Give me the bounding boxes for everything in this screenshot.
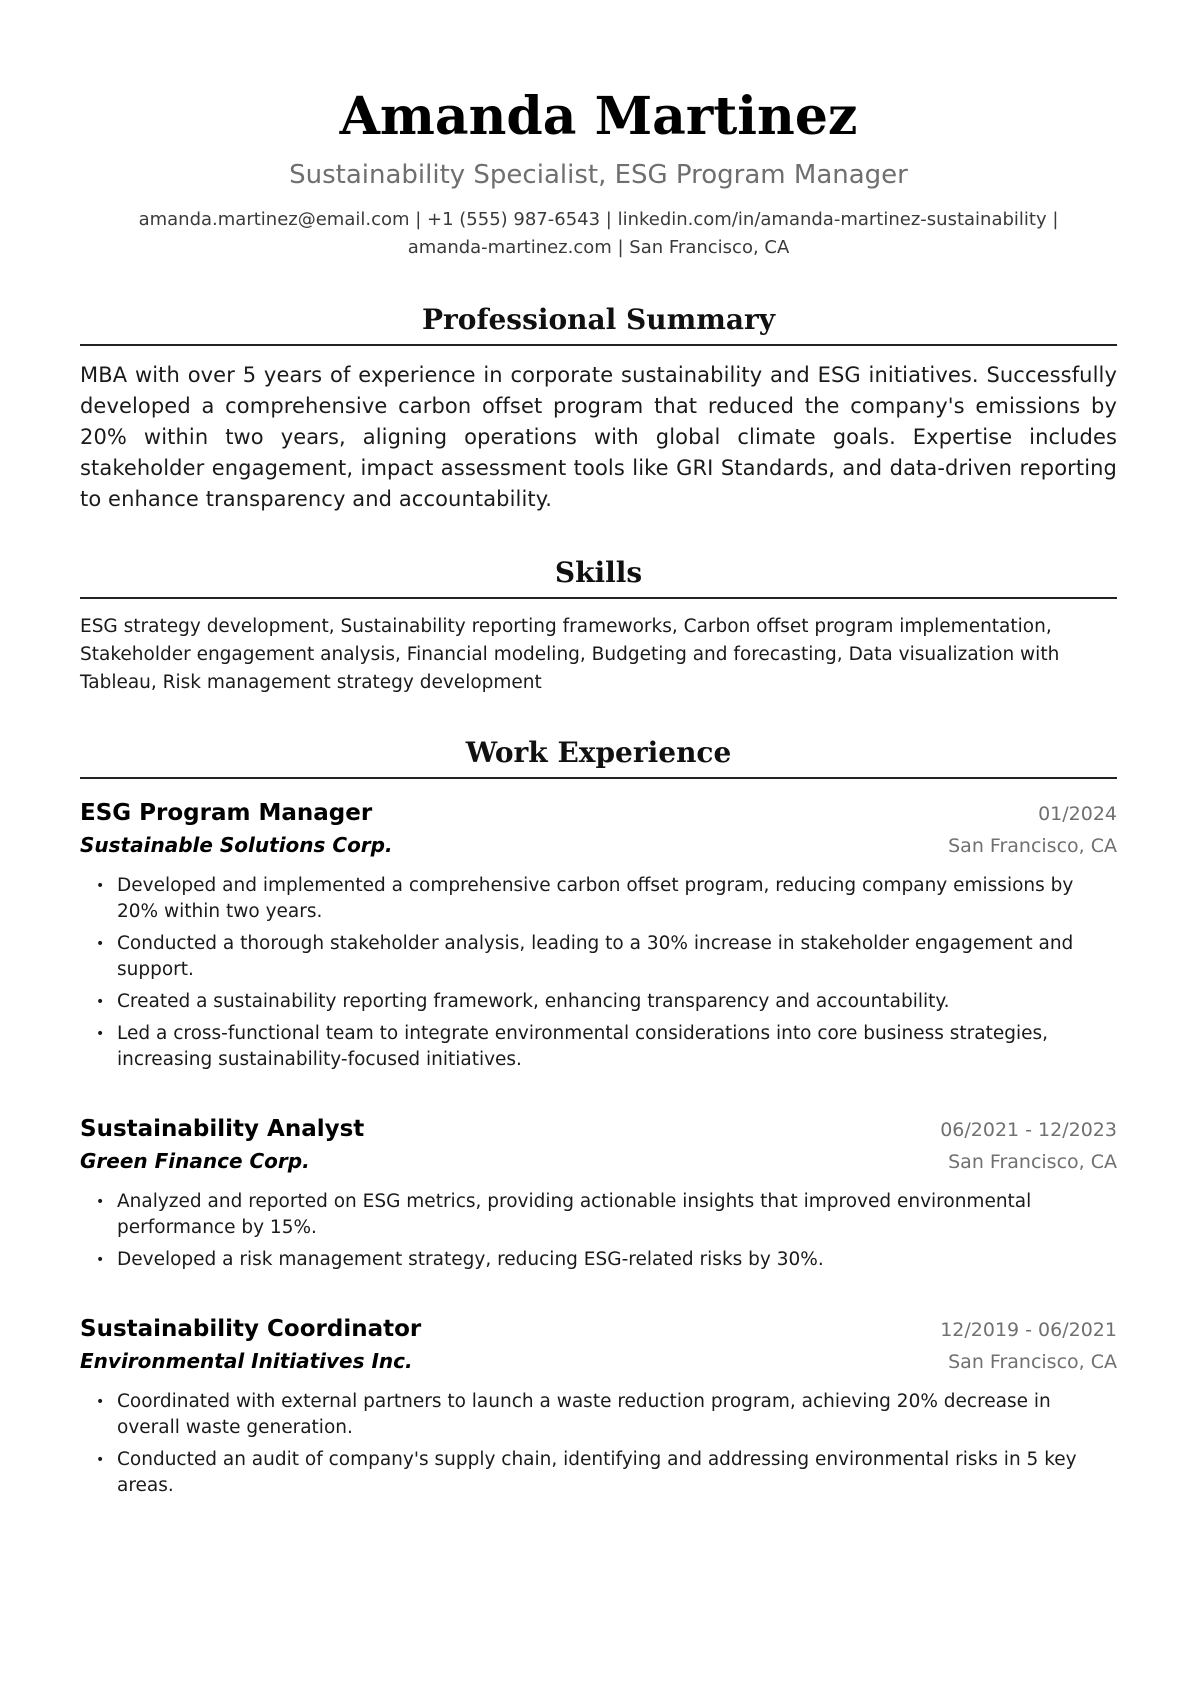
job-company-row — [80, 1345, 1117, 1377]
skills-section — [80, 555, 1117, 697]
job-location: San Francisco, CA — [948, 835, 1117, 857]
bullet-icon: • — [96, 1394, 105, 1410]
job-header-row — [80, 1113, 1117, 1145]
job-bullet — [80, 989, 1117, 1015]
job-date: 06/2021 - 12/2023 — [940, 1119, 1117, 1141]
job-company: Environmental Initiatives Inc. — [80, 1349, 413, 1373]
candidate-name: Amanda Martinez — [339, 86, 858, 147]
job-bullet-text: Led a cross-functional team to integrate environmental considerations into core business strategies, increasing sustainability-focused initiatives. — [117, 1023, 1049, 1070]
job-date: 01/2024 — [1038, 803, 1117, 825]
resume-page — [80, 0, 1117, 1505]
skills-heading: Skills — [80, 555, 1117, 599]
summary-text: MBA with over 5 years of experience in corporate sustainability and ESG initiatives. Successfully developed a comprehensive carbon offset program that reduced the company's emissions by 20% within two years, aligning operations with global climate goals. Expertise includes stakeholder engagement, impact assessment tools like GRI Standards, and data-driven reporting to enhance transparency and accountability. — [80, 363, 1117, 511]
job-bullets — [80, 873, 1117, 1073]
job-title: Sustainability Coordinator — [80, 1316, 422, 1342]
job-bullets — [80, 1189, 1117, 1273]
work-experience-section — [80, 735, 1117, 1499]
job-bullet-text: Coordinated with external partners to launch a waste reduction program, achieving 20% decrease in overall waste generation. — [117, 1391, 1051, 1438]
contact-line-2: amanda-martinez.com | San Francisco, CA — [407, 237, 790, 258]
bullet-icon: • — [96, 1026, 105, 1042]
job-bullet — [80, 1247, 1117, 1273]
job-header-row — [80, 797, 1117, 829]
bullet-icon: • — [96, 878, 105, 894]
job-title: Sustainability Analyst — [80, 1116, 365, 1142]
job-entry — [80, 1113, 1117, 1273]
bullet-icon: • — [96, 936, 105, 952]
contact-line-1: amanda.martinez@email.com | +1 (555) 987-6543 | linkedin.com/in/amanda-martinez-sustainability | — [138, 209, 1059, 230]
job-bullet — [80, 873, 1117, 925]
skills-text: ESG strategy development, Sustainability reporting frameworks, Carbon offset program implementation, Stakeholder engagement analysis, Financial modeling, Budgeting and forecasting, Data visualization with Tableau, Risk management strategy development — [80, 616, 1060, 693]
work-experience-heading: Work Experience — [80, 735, 1117, 779]
job-entry — [80, 797, 1117, 1073]
job-title: ESG Program Manager — [80, 800, 373, 826]
job-company-row — [80, 1145, 1117, 1177]
contact-info — [80, 206, 1117, 262]
job-bullet-text: Conducted a thorough stakeholder analysis, leading to a 30% increase in stakeholder engagement and support. — [117, 933, 1074, 980]
job-company-row — [80, 829, 1117, 861]
bullet-icon: • — [96, 1452, 105, 1468]
summary-heading: Professional Summary — [80, 302, 1117, 346]
job-bullet — [80, 1389, 1117, 1441]
job-date: 12/2019 - 06/2021 — [940, 1319, 1117, 1341]
job-bullet — [80, 931, 1117, 983]
job-bullet-text: Analyzed and reported on ESG metrics, providing actionable insights that improved environmental performance by 15%. — [117, 1191, 1032, 1238]
job-location: San Francisco, CA — [948, 1351, 1117, 1373]
candidate-headline: Sustainability Specialist, ESG Program Manager — [289, 160, 908, 190]
job-bullet-text: Created a sustainability reporting framework, enhancing transparency and accountability. — [117, 991, 950, 1012]
job-header-row — [80, 1313, 1117, 1345]
job-bullet — [80, 1021, 1117, 1073]
bullet-icon: • — [96, 1194, 105, 1210]
bullet-icon: • — [96, 1252, 105, 1268]
job-company: Green Finance Corp. — [80, 1149, 310, 1173]
job-entry — [80, 1313, 1117, 1499]
job-bullet-text: Developed and implemented a comprehensive carbon offset program, reducing company emissions by 20% within two years. — [117, 875, 1074, 922]
bullet-icon: • — [96, 994, 105, 1010]
job-bullet — [80, 1447, 1117, 1499]
job-bullet-text: Developed a risk management strategy, reducing ESG-related risks by 30%. — [117, 1249, 824, 1270]
job-bullets — [80, 1389, 1117, 1499]
job-location: San Francisco, CA — [948, 1151, 1117, 1173]
job-bullet — [80, 1189, 1117, 1241]
summary-section — [80, 302, 1117, 515]
job-bullet-text: Conducted an audit of company's supply chain, identifying and addressing environmental risks in 5 key areas. — [117, 1449, 1077, 1496]
job-company: Sustainable Solutions Corp. — [80, 833, 393, 857]
